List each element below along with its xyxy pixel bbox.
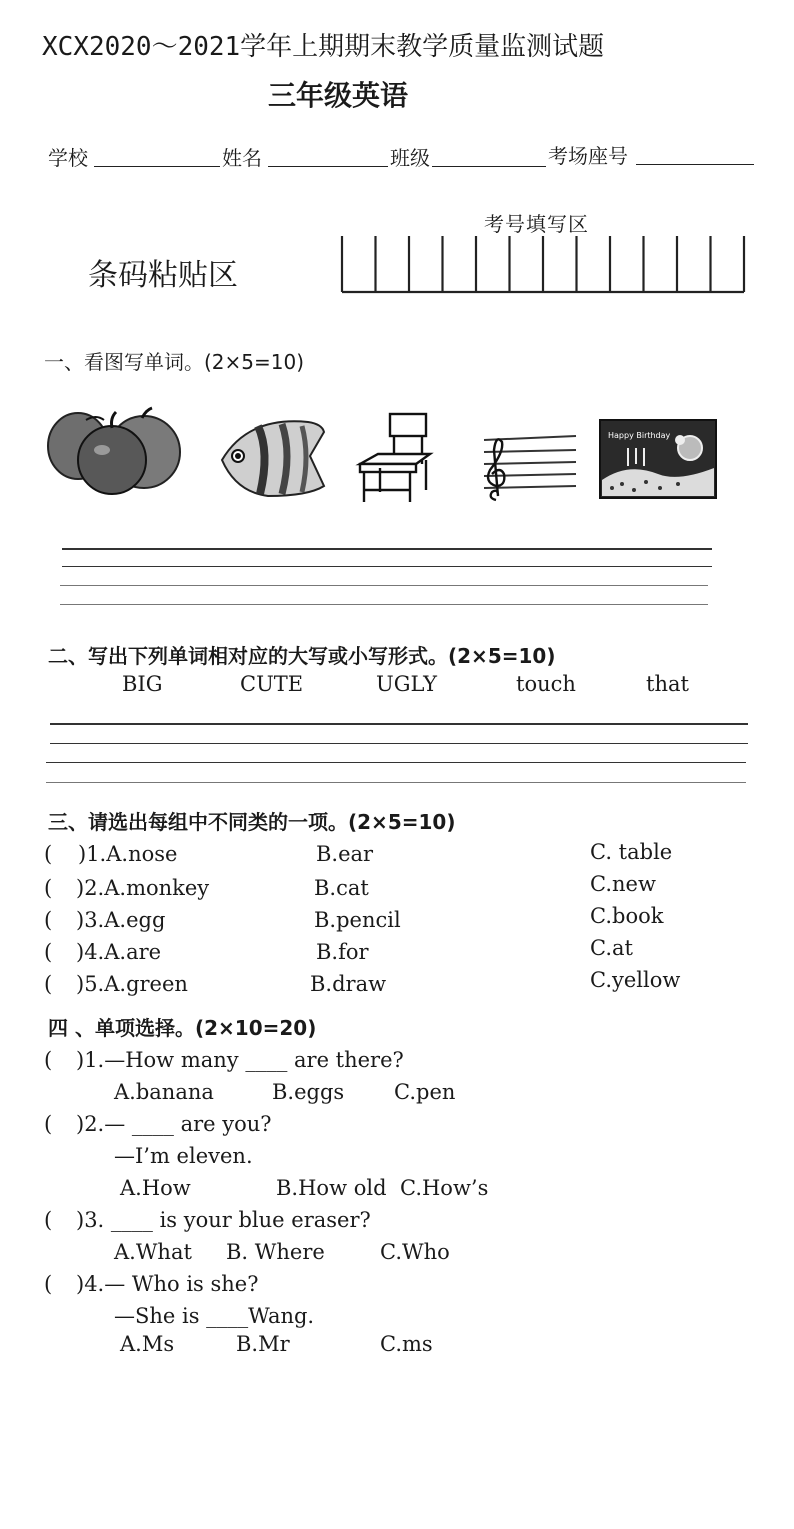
question-stem: )2.— ____ are you? bbox=[76, 1112, 272, 1136]
option-b: B.cat bbox=[314, 876, 369, 900]
school-blank[interactable] bbox=[94, 148, 220, 167]
exam-title: XCX2020～2021学年上期期末教学质量监测试题 bbox=[42, 32, 605, 62]
school-label: 学校 bbox=[48, 146, 88, 170]
section3-heading: 三、请选出每组中不同类的一项。(2×5=10) bbox=[48, 810, 456, 834]
word-item: CUTE bbox=[240, 672, 304, 696]
answer-line[interactable] bbox=[62, 566, 712, 567]
option-c: C.yellow bbox=[590, 968, 681, 992]
option-b: B.ear bbox=[316, 842, 374, 866]
fish-picture bbox=[218, 412, 326, 502]
option-c: C.How’s bbox=[400, 1176, 489, 1200]
option-b: B.pencil bbox=[314, 908, 401, 932]
section1-heading: 一、看图写单词。(2×5=10) bbox=[44, 350, 305, 374]
option-c: C.pen bbox=[394, 1080, 456, 1104]
option-b: B.Mr bbox=[236, 1332, 290, 1356]
word-item: touch bbox=[516, 672, 576, 696]
option-a: )1.A.nose bbox=[78, 842, 178, 866]
option-a: )5.A.green bbox=[76, 972, 188, 996]
question-answer-line: —She is ____Wang. bbox=[114, 1304, 315, 1328]
answer-paren[interactable]: ( bbox=[44, 1048, 53, 1072]
question-stem: )4.— Who is she? bbox=[76, 1272, 259, 1296]
question-answer-line: —I’m eleven. bbox=[114, 1144, 253, 1168]
answer-line[interactable] bbox=[60, 604, 708, 605]
option-a: A.Ms bbox=[120, 1332, 175, 1356]
option-b: B. Where bbox=[226, 1240, 325, 1264]
answer-line[interactable] bbox=[62, 548, 712, 550]
option-a: A.How bbox=[120, 1176, 191, 1200]
option-a: )3.A.egg bbox=[76, 908, 166, 932]
subject-title: 三年级英语 bbox=[268, 79, 409, 112]
section4-heading: 四 、单项选择。(2×10=20) bbox=[48, 1016, 317, 1040]
word-item: UGLY bbox=[376, 672, 437, 696]
option-c: C.book bbox=[590, 904, 664, 928]
answer-line[interactable] bbox=[50, 743, 748, 744]
option-a: A.What bbox=[114, 1240, 192, 1264]
option-b: B.How old bbox=[276, 1176, 387, 1200]
section2-heading: 二、写出下列单词相对应的大写或小写形式。(2×5=10) bbox=[48, 644, 556, 668]
option-b: B.eggs bbox=[272, 1080, 345, 1104]
option-c: C.new bbox=[590, 872, 656, 896]
name-blank[interactable] bbox=[268, 148, 388, 167]
option-c: C.ms bbox=[380, 1332, 433, 1356]
music-staff-picture bbox=[482, 430, 578, 506]
question-stem: )1.—How many ____ are there? bbox=[76, 1048, 404, 1072]
answer-paren[interactable]: ( bbox=[44, 842, 53, 866]
answer-paren[interactable]: ( bbox=[44, 1208, 53, 1232]
exam-number-zone-label: 考号填写区 bbox=[484, 212, 589, 236]
option-b: B.for bbox=[316, 940, 369, 964]
word-item: BIG bbox=[122, 672, 163, 696]
name-label: 姓名 bbox=[222, 146, 262, 170]
answer-line[interactable] bbox=[46, 782, 746, 783]
answer-paren[interactable]: ( bbox=[44, 1272, 53, 1296]
answer-paren[interactable]: ( bbox=[44, 972, 53, 996]
card-text: Happy Birthday bbox=[608, 431, 671, 440]
answer-line[interactable] bbox=[46, 762, 746, 763]
exam-number-grid[interactable] bbox=[340, 236, 746, 294]
answer-paren[interactable]: ( bbox=[44, 908, 53, 932]
answer-paren[interactable]: ( bbox=[44, 1112, 53, 1136]
barcode-area-label: 条码粘贴区 bbox=[88, 258, 238, 293]
answer-paren[interactable]: ( bbox=[44, 876, 53, 900]
answer-line[interactable] bbox=[60, 585, 708, 586]
class-label: 班级 bbox=[390, 146, 430, 170]
option-a: )2.A.monkey bbox=[76, 876, 210, 900]
option-a: )4.A.are bbox=[76, 940, 162, 964]
question-stem: )3. ____ is your blue eraser? bbox=[76, 1208, 371, 1232]
seat-blank[interactable] bbox=[636, 146, 754, 165]
word-item: that bbox=[646, 672, 689, 696]
class-blank[interactable] bbox=[432, 148, 546, 167]
answer-paren[interactable]: ( bbox=[44, 940, 53, 964]
option-b: B.draw bbox=[310, 972, 387, 996]
chair-picture bbox=[354, 410, 436, 506]
answer-line[interactable] bbox=[50, 723, 748, 725]
option-a: A.banana bbox=[114, 1080, 214, 1104]
option-c: C.at bbox=[590, 936, 633, 960]
option-c: C. table bbox=[590, 840, 673, 864]
birthday-card-picture bbox=[598, 418, 718, 500]
apples-picture bbox=[46, 404, 186, 496]
option-c: C.Who bbox=[380, 1240, 450, 1264]
seat-label: 考场座号 bbox=[548, 144, 628, 168]
